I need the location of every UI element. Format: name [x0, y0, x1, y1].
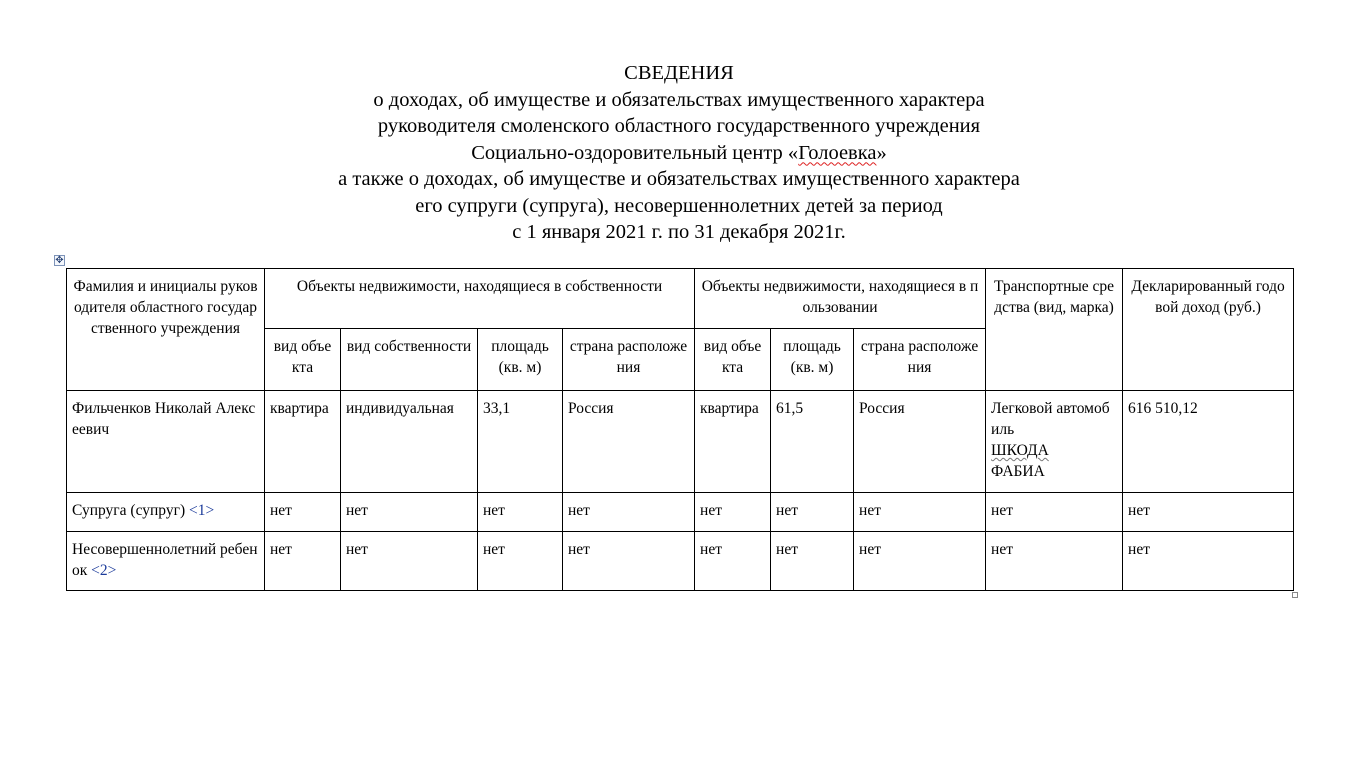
cell-transport: нет	[986, 493, 1123, 532]
title-line-7: с 1 января 2021 г. по 31 декабря 2021г.	[512, 221, 846, 243]
header-income: Декларированный годовой доход (руб.)	[1123, 269, 1294, 391]
cell-used-area: нет	[771, 532, 854, 591]
cell-owned-country: нет	[563, 532, 695, 591]
title-line-4	[0, 140, 1354, 167]
transport-model: ФАБИА	[991, 463, 1045, 480]
child-label: Несовершеннолетний ребенок	[72, 541, 258, 579]
cell-income: 616 510,12	[1123, 391, 1294, 493]
cell-used-country: нет	[854, 493, 986, 532]
title-line-4-end: »	[876, 141, 887, 164]
transport-type: Легковой автомобиль	[991, 400, 1110, 438]
cell-name	[67, 532, 265, 591]
document-title	[0, 60, 1354, 246]
cell-owned-type: нет	[265, 532, 341, 591]
header-owned-type: вид объекта	[265, 329, 341, 391]
footnote-ref-1[interactable]: <1>	[188, 502, 215, 519]
title-heading: СВЕДЕНИЯ	[624, 62, 734, 84]
cell-used-area: 61,5	[771, 391, 854, 493]
cell-transport: нет	[986, 532, 1123, 591]
cell-name	[67, 493, 265, 532]
transport-brand: ШКОДА	[991, 442, 1049, 459]
resize-handle-icon[interactable]	[1292, 592, 1298, 598]
header-transport: Транспортные средства (вид, марка)	[986, 269, 1123, 391]
cell-used-type: нет	[695, 493, 771, 532]
title-institution-name[interactable]: Голоевка	[798, 141, 877, 164]
table-row	[67, 391, 1294, 493]
move-icon[interactable]: ✥	[55, 255, 64, 266]
header-owned-area: площадь (кв. м)	[478, 329, 563, 391]
title-line-5: а также о доходах, об имуществе и обязательствах имущественного характера	[338, 168, 1020, 190]
header-used-type: вид объекта	[695, 329, 771, 391]
cell-transport	[986, 391, 1123, 493]
cell-owned-ownership: нет	[341, 493, 478, 532]
cell-owned-ownership: нет	[341, 532, 478, 591]
title-line-3: руководителя смоленского областного государственного учреждения	[377, 115, 981, 137]
title-line-4-start: Социально-оздоровительный центр «	[471, 141, 799, 164]
cell-used-type: квартира	[695, 391, 771, 493]
header-used-group: Объекты недвижимости, находящиеся в пользовании	[695, 269, 986, 329]
table-row	[67, 532, 1294, 591]
cell-income: нет	[1123, 532, 1294, 591]
cell-income: нет	[1123, 493, 1294, 532]
header-owned-country: страна расположения	[563, 329, 695, 391]
title-line-2: о доходах, об имуществе и обязательствах имущественного характера	[373, 88, 985, 111]
footnote-ref-2[interactable]: <2>	[91, 562, 117, 579]
spouse-label: Супруга (супруг)	[72, 502, 189, 519]
header-owned-ownership: вид собственности	[341, 329, 478, 391]
cell-owned-area: 33,1	[478, 391, 563, 493]
cell-used-country: Россия	[854, 391, 986, 493]
header-row-1	[67, 269, 1294, 329]
header-name: Фамилия и инициалы руководителя областного государственного учреждения	[67, 269, 265, 391]
cell-used-country: нет	[854, 532, 986, 591]
cell-owned-ownership: индивидуальная	[341, 391, 478, 493]
cell-used-area: нет	[771, 493, 854, 532]
cell-owned-area: нет	[478, 532, 563, 591]
table-row	[67, 493, 1294, 532]
cell-owned-country: Россия	[563, 391, 695, 493]
cell-owned-area: нет	[478, 493, 563, 532]
header-used-country: страна расположения	[854, 329, 986, 391]
declaration-table	[66, 268, 1294, 591]
header-used-area: площадь (кв. м)	[771, 329, 854, 391]
cell-owned-type: нет	[265, 493, 341, 532]
title-line-6: его супруги (супруга), несовершеннолетних детей за период	[415, 194, 943, 217]
cell-owned-type: квартира	[265, 391, 341, 493]
cell-owned-country: нет	[563, 493, 695, 532]
header-owned-group: Объекты недвижимости, находящиеся в собственности	[265, 269, 695, 329]
cell-used-type: нет	[695, 532, 771, 591]
cell-name: Фильченков Николай Алексеевич	[67, 391, 265, 493]
